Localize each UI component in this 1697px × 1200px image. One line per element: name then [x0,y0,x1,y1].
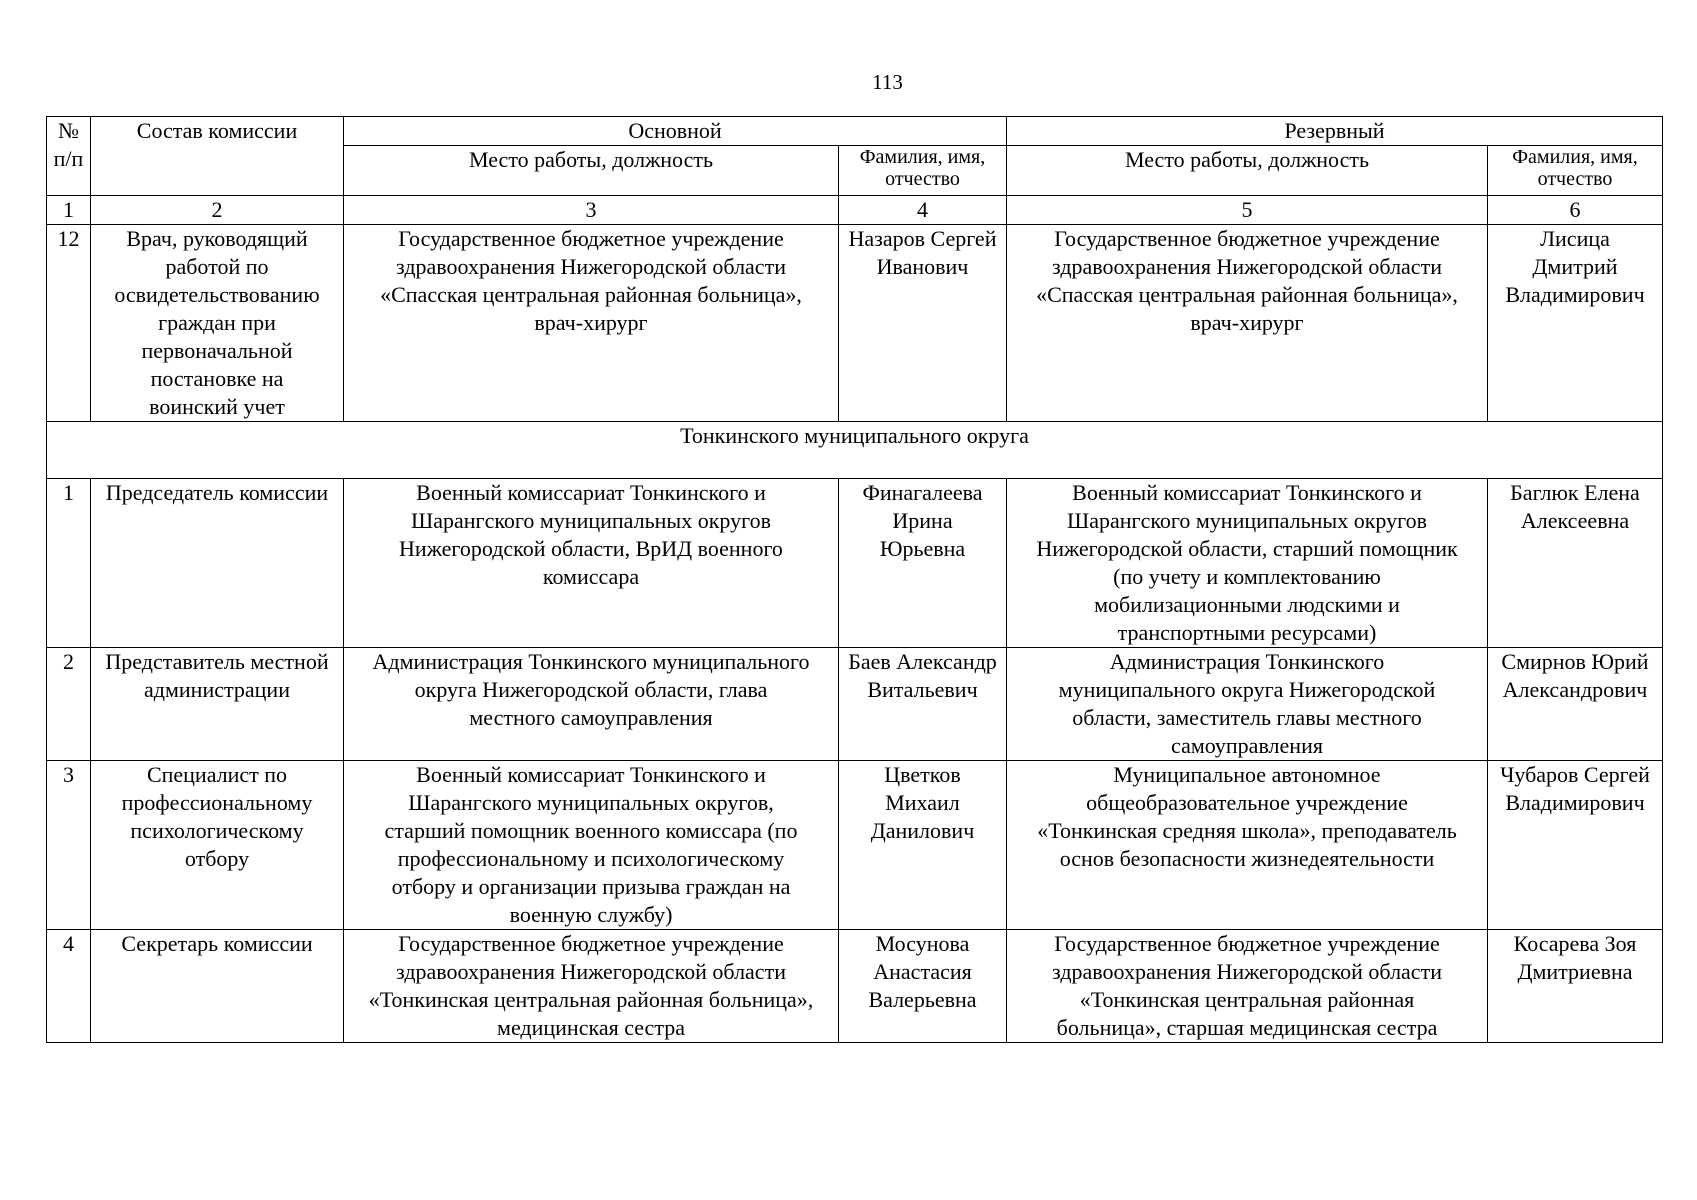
cell-text-line: Шарангского муниципальных округов [1067,508,1427,533]
row-number-cell: 1 [47,479,91,648]
reserve-fio-cell [1488,930,1663,1043]
main-workplace-cell [344,648,839,761]
cell-text-line: «Спасская центральная районная больница», [380,282,802,307]
cell-text-line: области, заместитель главы местного [1072,705,1422,730]
main-fio-cell [839,930,1007,1043]
column-number-row [47,196,1663,225]
cell-text-line: профессиональному и психологическому [397,846,785,871]
role-cell [91,648,344,761]
header-main-workplace: Место работы, должность [344,146,839,196]
table-row [47,479,1663,648]
cell-text-line: Юрьевна [879,536,966,561]
cell-text-line: Мосунова [875,931,970,956]
cell-text-line: постановке на [150,366,284,391]
row-number-cell: 3 [47,761,91,930]
header-reserve-workplace: Место работы, должность [1007,146,1488,196]
column-number: 4 [839,196,1007,225]
rows-before-section [47,225,1663,422]
cell-text-line: Смирнов Юрий [1501,649,1649,674]
reserve-workplace-cell [1007,761,1488,930]
reserve-fio-cell [1488,648,1663,761]
main-fio-cell [839,479,1007,648]
header-reserve-group: Резервный [1007,117,1663,146]
reserve-workplace-cell [1007,930,1488,1043]
role-cell [91,761,344,930]
cell-text-line: Чубаров Сергей [1500,762,1650,787]
cell-text-line: Дмитриевна [1517,959,1633,984]
header-main-group: Основной [344,117,1007,146]
main-fio-cell [839,761,1007,930]
cell-text-line: Специалист по [146,762,288,787]
table-row [47,930,1663,1043]
cell-text-line: Представитель местной [105,649,329,674]
cell-text-line: Алексеевна [1520,508,1630,533]
main-workplace-cell [344,761,839,930]
cell-text-line: Администрация Тонкинского [1109,649,1385,674]
cell-text-line: здравоохранения Нижегородской области [396,959,786,984]
table-row [47,648,1663,761]
cell-text-line: «Спасская центральная районная больница», [1036,282,1458,307]
cell-text-line: больница», старшая медицинская сестра [1056,1015,1438,1040]
cell-text-line: Цветков [884,762,961,787]
cell-text-line: Муниципальное автономное [1113,762,1381,787]
cell-text-line: Нижегородской области, ВрИД военного [399,536,783,561]
cell-text-line: Владимирович [1505,790,1645,815]
main-workplace-cell [344,479,839,648]
cell-text-line: профессиональному [121,790,313,815]
main-workplace-cell [344,930,839,1043]
cell-text-line: врач-хирург [1190,310,1304,335]
column-number: 5 [1007,196,1488,225]
role-cell [91,479,344,648]
cell-text-line: Витальевич [867,677,978,702]
header-main-fio: Фамилия, имя, отчество [839,146,1007,196]
cell-text-line: первоначальной [141,338,293,363]
cell-text-line: Врач, руководящий [126,226,308,251]
cell-text-line: муниципального округа Нижегородской [1058,677,1436,702]
cell-text-line: (по учету и комплектованию [1113,564,1381,589]
cell-text-line: Ирина [892,508,953,533]
cell-text-line: «Тонкинская средняя школа», преподаватель [1037,818,1457,843]
cell-text-line: Лисица [1540,226,1610,251]
cell-text-line: «Тонкинская центральная районная больница», [368,987,814,1012]
cell-text-line: здравоохранения Нижегородской области [1052,959,1442,984]
cell-text-line: Военный комиссариат Тонкинского и [416,762,766,787]
cell-text-line: Данилович [870,818,975,843]
cell-text-line: общеобразовательное учреждение [1086,790,1408,815]
header-reserve-fio: Фамилия, имя, отчество [1488,146,1663,196]
cell-text-line: Назаров Сергей [848,226,997,251]
reserve-fio-cell [1488,479,1663,648]
cell-text-line: Военный комиссариат Тонкинского и [416,480,766,505]
cell-text-line: округа Нижегородской области, глава [414,677,768,702]
row-number-cell: 12 [47,225,91,422]
row-number-cell: 4 [47,930,91,1043]
cell-text-line: Секретарь комиссии [121,931,313,956]
cell-text-line: воинский учет [149,394,285,419]
cell-text-line: Администрация Тонкинского муниципального [372,649,810,674]
cell-text-line: Нижегородской области, старший помощник [1036,536,1458,561]
cell-text-line: освидетельствованию [114,282,320,307]
main-fio-cell [839,225,1007,422]
cell-text-line: Председатель комиссии [105,480,329,505]
cell-text-line: граждан при [158,310,276,335]
table-row [47,761,1663,930]
reserve-fio-cell [1488,761,1663,930]
column-number: 2 [91,196,344,225]
cell-text-line: Александрович [1502,677,1648,702]
row-number-cell: 2 [47,648,91,761]
cell-text-line: Баев Александр [848,649,997,674]
main-workplace-cell [344,225,839,422]
cell-text-line: Косарева Зоя [1513,931,1637,956]
main-fio-cell [839,648,1007,761]
column-number: 1 [47,196,91,225]
cell-text-line: Владимирович [1505,282,1645,307]
cell-text-line: Иванович [876,254,969,279]
reserve-workplace-cell [1007,648,1488,761]
cell-text-line: работой по [165,254,269,279]
cell-text-line: Анастасия [873,959,972,984]
cell-text-line: отбору и организации призыва граждан на [391,874,791,899]
cell-text-line: психологическому [130,818,304,843]
table-header [47,117,1663,225]
cell-text-line: администрации [144,677,290,702]
role-cell [91,930,344,1043]
reserve-fio-cell [1488,225,1663,422]
section-title: Тонкинского муниципального округа [47,422,1663,479]
cell-text-line: военную службу) [509,902,673,927]
cell-text-line: «Тонкинская центральная районная [1079,987,1415,1012]
column-number: 6 [1488,196,1663,225]
column-number: 3 [344,196,839,225]
rows-after-section [47,479,1663,1043]
cell-text-line: врач-хирург [534,310,648,335]
page-number: 113 [872,70,903,94]
cell-text-line: Михаил [885,790,960,815]
cell-text-line: Шарангского муниципальных округов [411,508,771,533]
cell-text-line: Финагалеева [862,480,983,505]
cell-text-line: Военный комиссариат Тонкинского и [1072,480,1422,505]
cell-text-line: Дмитрий [1532,254,1618,279]
cell-text-line: отбору [184,846,250,871]
cell-text-line: Шарангского муниципальных округов, [408,790,774,815]
cell-text-line: транспортными ресурсами) [1117,620,1377,645]
reserve-workplace-cell [1007,225,1488,422]
cell-text-line: здравоохранения Нижегородской области [1052,254,1442,279]
cell-text-line: Баглюк Елена [1510,480,1640,505]
cell-text-line: местного самоуправления [469,705,713,730]
cell-text-line: медицинская сестра [497,1015,685,1040]
header-number-column: № п/п [47,117,91,196]
cell-text-line: старший помощник военного комиссара (по [384,818,798,843]
reserve-workplace-cell [1007,479,1488,648]
cell-text-line: Государственное бюджетное учреждение [1054,931,1440,956]
commission-table [46,116,1663,1043]
cell-text-line: Государственное бюджетное учреждение [398,226,784,251]
cell-text-line: комиссара [542,564,640,589]
cell-text-line: основ безопасности жизнедеятельности [1059,846,1435,871]
role-cell [91,225,344,422]
table-row [47,225,1663,422]
cell-text-line: Государственное бюджетное учреждение [398,931,784,956]
cell-text-line: Валерьевна [868,987,977,1012]
cell-text-line: Государственное бюджетное учреждение [1054,226,1440,251]
cell-text-line: мобилизационными людскими и [1094,592,1400,617]
cell-text-line: здравоохранения Нижегородской области [396,254,786,279]
header-composition-column: Состав комиссии [91,117,344,196]
cell-text-line: самоуправления [1171,733,1323,758]
section-heading [47,422,1663,479]
